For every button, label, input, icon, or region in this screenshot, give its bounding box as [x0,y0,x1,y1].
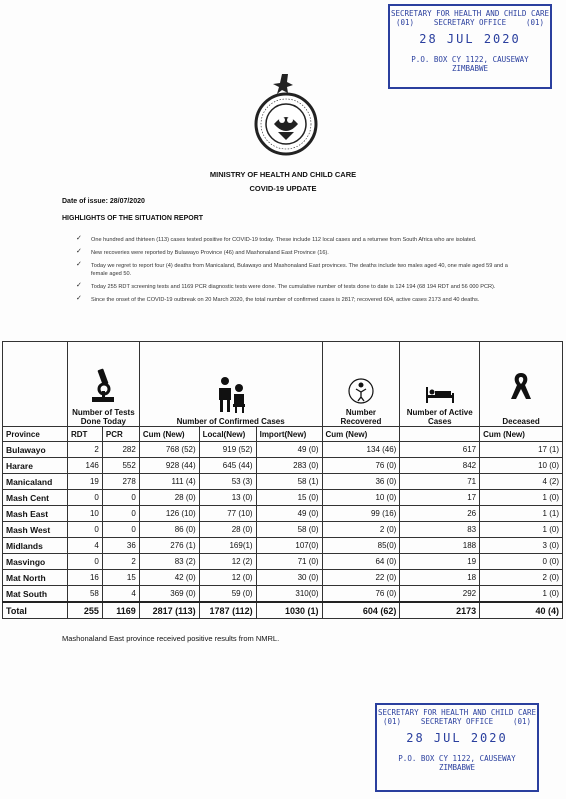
value-cell: 4 [102,586,139,603]
value-cell: 0 (0) [480,554,563,570]
value-cell: 552 [102,458,139,474]
value-cell: 0 [67,522,102,538]
total-cell: 1030 (1) [256,602,322,619]
table-row [3,458,563,474]
value-cell: 0 [102,490,139,506]
check-icon: ✓ [76,282,82,289]
value-cell: 282 [102,442,139,458]
value-cell: 83 (2) [139,554,199,570]
stamp-office: SECRETARY OFFICE [420,717,494,727]
value-cell: 22 (0) [322,570,400,586]
total-cell: Total [3,602,68,619]
stamp-code-left: (01) [396,18,415,28]
value-cell: 15 (0) [256,490,322,506]
highlight-text: One hundred and thirteen (113) cases tested positive for COVID-19 today. These include 112 local cases and a returnee from South Africa who are isolated. [91,237,477,243]
tests-group-header [67,342,139,427]
value-cell: 28 (0) [199,522,256,538]
date-of-issue: Date of issue: 28/07/2020 [62,198,145,205]
value-cell: 169(1) [199,538,256,554]
highlight-text: Since the onset of the COVID-19 outbreak on 20 March 2020, the total number of confirmed cases is 2817; recovered 604, active cases 2173 and 40 deaths. [91,297,480,303]
value-cell: 111 (4) [139,474,199,490]
stamp-title: SECRETARY FOR HEALTH AND CHILD CARE [390,9,550,18]
value-cell: 292 [400,586,480,603]
value-cell: 2 [102,554,139,570]
stamp-office: SECRETARY OFFICE [433,18,507,28]
active-group-header [400,342,480,427]
stamp-address: P.O. BOX CY 1122, CAUSEWAY [398,753,516,763]
value-cell: 49 (0) [256,506,322,522]
value-cell: 71 [400,474,480,490]
recovered-group-label: Number Recovered [340,408,382,426]
value-cell: 2 [67,442,102,458]
value-cell: 4 (2) [480,474,563,490]
value-cell: 77 (10) [199,506,256,522]
value-cell: 1 (0) [480,490,563,506]
column-header-row [3,427,563,442]
stamp-code-right: (01) [525,18,544,28]
province-cell: Mash West [3,522,68,538]
tests-group-label: Number of Tests Done Today [72,408,135,426]
value-cell: 283 (0) [256,458,322,474]
value-cell: 919 (52) [199,442,256,458]
hospital-bed-icon [423,383,457,405]
highlight-item [76,296,516,304]
highlight-text: New recoveries were reported by Bulawayo Province (46) and Mashonaland East Province (16). [91,250,329,256]
value-cell: 17 [400,490,480,506]
value-cell: 310(0) [256,586,322,603]
situation-table [2,341,563,619]
update-title: COVID-19 UPDATE [249,184,317,193]
total-cell: 255 [67,602,102,619]
value-cell: 146 [67,458,102,474]
value-cell: 58 [67,586,102,603]
province-cell: Masvingo [3,554,68,570]
province-cell: Mash East [3,506,68,522]
footnote: Mashonaland East province received positive results from NMRL. [62,634,280,643]
ministry-logo [252,72,320,162]
stamp-title: SECRETARY FOR HEALTH AND CHILD CARE [377,708,537,717]
value-cell: 928 (44) [139,458,199,474]
total-cell: 1787 (112) [199,602,256,619]
value-cell: 126 (10) [139,506,199,522]
highlight-text: Today we regret to report four (4) deaths from Manicaland, Bulawayo and Mashonaland East provinces. The deaths include two males aged 40, one male aged 59 and a female aged 50. [91,263,508,277]
value-cell: 64 (0) [322,554,400,570]
value-cell: 53 (3) [199,474,256,490]
check-icon: ✓ [76,295,82,302]
received-stamp-bottom [375,703,539,792]
value-cell: 10 (0) [322,490,400,506]
value-cell: 99 (16) [322,506,400,522]
col-header: PCR [102,427,139,442]
value-cell: 3 (0) [480,538,563,554]
recovered-group-header [322,342,400,427]
col-header: Import(New) [256,427,322,442]
value-cell: 17 (1) [480,442,563,458]
value-cell: 10 (0) [480,458,563,474]
col-header: RDT [67,427,102,442]
total-cell: 1169 [102,602,139,619]
value-cell: 71 (0) [256,554,322,570]
province-cell: Mash Cent [3,490,68,506]
value-cell: 768 (52) [139,442,199,458]
province-cell: Manicaland [3,474,68,490]
table-row [3,522,563,538]
deceased-group-header [480,342,563,427]
value-cell: 15 [102,570,139,586]
value-cell: 134 (46) [322,442,400,458]
value-cell: 26 [400,506,480,522]
total-cell: 40 (4) [480,602,563,619]
table-row [3,474,563,490]
highlight-text: Today 255 RDT screening tests and 1169 PCR diagnostic tests were done. The cumulative number of tests done to date is 124 194 (68 194 RDT and 56 000 PCR). [91,284,496,290]
province-cell: Mat North [3,570,68,586]
value-cell: 369 (0) [139,586,199,603]
table-row [3,570,563,586]
value-cell: 2 (0) [480,570,563,586]
value-cell: 42 (0) [139,570,199,586]
value-cell: 107(0) [256,538,322,554]
value-cell: 12 (0) [199,570,256,586]
value-cell: 10 [67,506,102,522]
value-cell: 19 [67,474,102,490]
province-cell: Mat South [3,586,68,603]
mourning-ribbon-icon [509,371,533,401]
deceased-group-label: Deceased [502,417,540,426]
value-cell: 842 [400,458,480,474]
col-header: Cum (New) [480,427,563,442]
table-body [3,442,563,603]
value-cell: 0 [102,506,139,522]
value-cell: 19 [400,554,480,570]
stamp-country: ZIMBABWE [451,64,489,74]
stamp-date: 28 JUL 2020 [419,31,521,46]
value-cell: 0 [102,522,139,538]
table-row [3,586,563,603]
col-header: Cum (New) [139,427,199,442]
active-group-label: Number of Active Cases [406,408,473,426]
value-cell: 16 [67,570,102,586]
highlights-heading: HIGHLIGHTS OF THE SITUATION REPORT [62,215,204,222]
table-row [3,538,563,554]
highlight-item [76,262,516,278]
col-header: Province [3,427,68,442]
confirmed-group-header [139,342,322,427]
value-cell: 1 (0) [480,522,563,538]
highlights-list [76,236,516,309]
province-cell: Harare [3,458,68,474]
highlight-item [76,283,516,291]
value-cell: 76 (0) [322,586,400,603]
value-cell: 617 [400,442,480,458]
value-cell: 1 (1) [480,506,563,522]
highlight-item [76,249,516,257]
value-cell: 0 [67,490,102,506]
group-header-row [3,342,563,427]
value-cell: 0 [67,554,102,570]
stamp-office-row [390,18,550,27]
stamp-office-row [377,717,537,726]
highlight-item [76,236,516,244]
stamp-code-right: (01) [512,717,531,727]
col-header: Local(New) [199,427,256,442]
col-header [400,427,480,442]
value-cell: 58 (1) [256,474,322,490]
total-cell: 2817 (113) [139,602,199,619]
value-cell: 2 (0) [322,522,400,538]
value-cell: 76 (0) [322,458,400,474]
value-cell: 645 (44) [199,458,256,474]
value-cell: 49 (0) [256,442,322,458]
total-row [3,602,563,619]
stamp-code-left: (01) [383,717,402,727]
table-row [3,506,563,522]
value-cell: 58 (0) [256,522,322,538]
doctor-patient-icon [211,374,251,414]
check-icon: ✓ [76,248,82,255]
col-header: Cum (New) [322,427,400,442]
value-cell: 4 [67,538,102,554]
province-cell: Bulawayo [3,442,68,458]
value-cell: 59 (0) [199,586,256,603]
value-cell: 86 (0) [139,522,199,538]
table-row [3,490,563,506]
value-cell: 28 (0) [139,490,199,506]
confirmed-group-label: Number of Confirmed Cases [176,417,285,426]
received-stamp-top [388,4,552,89]
value-cell: 36 (0) [322,474,400,490]
check-icon: ✓ [76,235,82,242]
value-cell: 276 (1) [139,538,199,554]
total-cell: 2173 [400,602,480,619]
value-cell: 18 [400,570,480,586]
value-cell: 36 [102,538,139,554]
value-cell: 30 (0) [256,570,322,586]
value-cell: 83 [400,522,480,538]
table-row [3,554,563,570]
ministry-title: MINISTRY OF HEALTH AND CHILD CARE [209,170,357,179]
value-cell: 85(0) [322,538,400,554]
microscope-icon [86,367,120,405]
value-cell: 12 (2) [199,554,256,570]
stamp-address: P.O. BOX CY 1122, CAUSEWAY [411,54,529,64]
table-row [3,442,563,458]
total-cell: 604 (62) [322,602,400,619]
stamp-date: 28 JUL 2020 [406,730,508,745]
value-cell: 1 (0) [480,586,563,603]
stamp-country: ZIMBABWE [438,763,476,773]
value-cell: 188 [400,538,480,554]
recovered-person-icon [347,377,375,405]
province-header-blank [3,342,68,427]
check-icon: ✓ [76,261,82,268]
value-cell: 278 [102,474,139,490]
value-cell: 13 (0) [199,490,256,506]
province-cell: Midlands [3,538,68,554]
